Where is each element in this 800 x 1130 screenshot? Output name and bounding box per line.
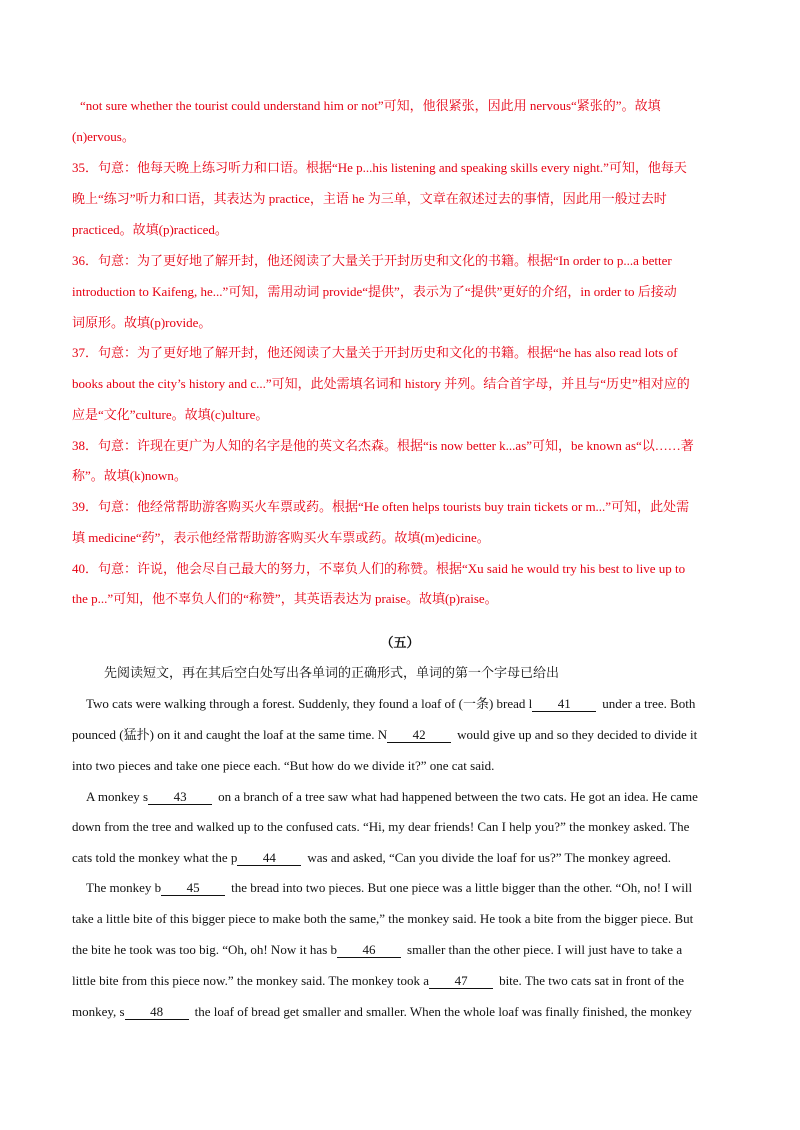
- instruction: 先阅读短文，再在其后空白处写出各单词的正确形式，单词的第一个字母已给出: [104, 665, 560, 680]
- passage-line: down from the tree and walked up to the confused cats. “Hi, my dear friends! Can I help you?” the monkey asked. The: [72, 819, 690, 834]
- answer-line: books about the city’s history and c...”可知，此处需填名词和 history 并列。结合首字母，并且与“历史”相对应的: [72, 376, 690, 391]
- blank-42[interactable]: 42: [387, 728, 451, 743]
- answer-line: practiced。故填(p)racticed。: [72, 222, 228, 237]
- blank-44[interactable]: 44: [237, 851, 301, 866]
- passage-line: little bite from this piece now.” the monkey said. The monkey took a 47 bite. The two cats sat in front of the: [72, 973, 685, 988]
- blank-45[interactable]: 45: [161, 881, 225, 896]
- answer-line: the p...”可知，他不辜负人们的“称赞”，其英语表达为 praise。故填(p)raise。: [72, 591, 498, 606]
- blank-43[interactable]: 43: [148, 790, 212, 805]
- blank-46[interactable]: 46: [337, 943, 401, 958]
- answer-line: 40．句意：许说，他会尽自己最大的努力，不辜负人们的称赞。根据“Xu said he would try his best to live up to: [72, 561, 686, 576]
- passage-line: monkey, s 48 the loaf of bread get smaller and smaller. When the whole loaf was finally finished, the monkey: [72, 1004, 692, 1019]
- answer-line: 晚上“练习”听力和口语，其表达为 practice，主语 he 为三单，文章在叙述过去的事情，因此用一般过去时: [72, 191, 667, 206]
- answer-line: 词原形。故填(p)rovide。: [72, 315, 212, 330]
- passage-line: cats told the monkey what the p 44 was and asked, “Can you divide the loaf for us?” The monkey agreed.: [72, 850, 671, 865]
- answer-line: 填 medicine“药”，表示他经常帮助游客购买火车票或药。故填(m)edicine。: [72, 530, 490, 545]
- blank-48[interactable]: 48: [125, 1005, 189, 1020]
- answer-line: 36．句意：为了更好地了解开封，他还阅读了大量关于开封历史和文化的书籍。根据“In order to p...a better: [72, 253, 672, 268]
- answer-line: (n)ervous。: [72, 129, 135, 144]
- blank-47[interactable]: 47: [429, 974, 493, 989]
- passage-line: A monkey s 43 on a branch of a tree saw what had happened between the two cats. He got an idea. He came: [86, 789, 698, 804]
- section-title: （五）: [380, 635, 420, 650]
- answer-line: 37．句意：为了更好地了解开封，他还阅读了大量关于开封历史和文化的书籍。根据“he has also read lots of: [72, 345, 678, 360]
- answer-line: introduction to Kaifeng, he...”可知，需用动词 provide“提供”，表示为了“提供”更好的介绍，in order to 后接动: [72, 284, 677, 299]
- answer-line: 39．句意：他经常帮助游客购买火车票或药。根据“He often helps tourists buy train tickets or m...”可知，此处需: [72, 499, 690, 514]
- passage-line: Two cats were walking through a forest. Suddenly, they found a loaf of (一条) bread l 41 under a tree. Both: [86, 696, 696, 711]
- answer-line: 35．句意：他每天晚上练习听力和口语。根据“He p...his listening and speaking skills every night.”可知，他每天: [72, 160, 687, 175]
- blank-41[interactable]: 41: [532, 697, 596, 712]
- answer-line: 38．句意：许现在更广为人知的名字是他的英文名杰森。根据“is now better k...as”可知，be known as“以……著: [72, 438, 694, 453]
- answer-line: 应是“文化”culture。故填(c)ulture。: [72, 407, 269, 422]
- answer-line: “not sure whether the tourist could understand him or not”可知，他很紧张，因此用 nervous“紧张的”。故填: [80, 98, 661, 113]
- passage-line: take a little bite of this bigger piece to make both the same,” the monkey said. He took a bite from the bigger piece. But: [72, 911, 694, 926]
- passage-line: pounced (猛扑) on it and caught the loaf at the same time. N 42 would give up and so they decided to divide it: [72, 727, 698, 742]
- passage-line: The monkey b 45 the bread into two pieces. But one piece was a little bigger than the other. “Oh, no! I will: [86, 880, 693, 895]
- passage-line: into two pieces and take one piece each. “But how do we divide it?” one cat said.: [72, 758, 495, 773]
- answer-line: 称”。故填(k)nown。: [72, 468, 187, 483]
- passage-line: the bite he took was too big. “Oh, oh! Now it has b 46 smaller than the other piece. I will just have to take a: [72, 942, 683, 957]
